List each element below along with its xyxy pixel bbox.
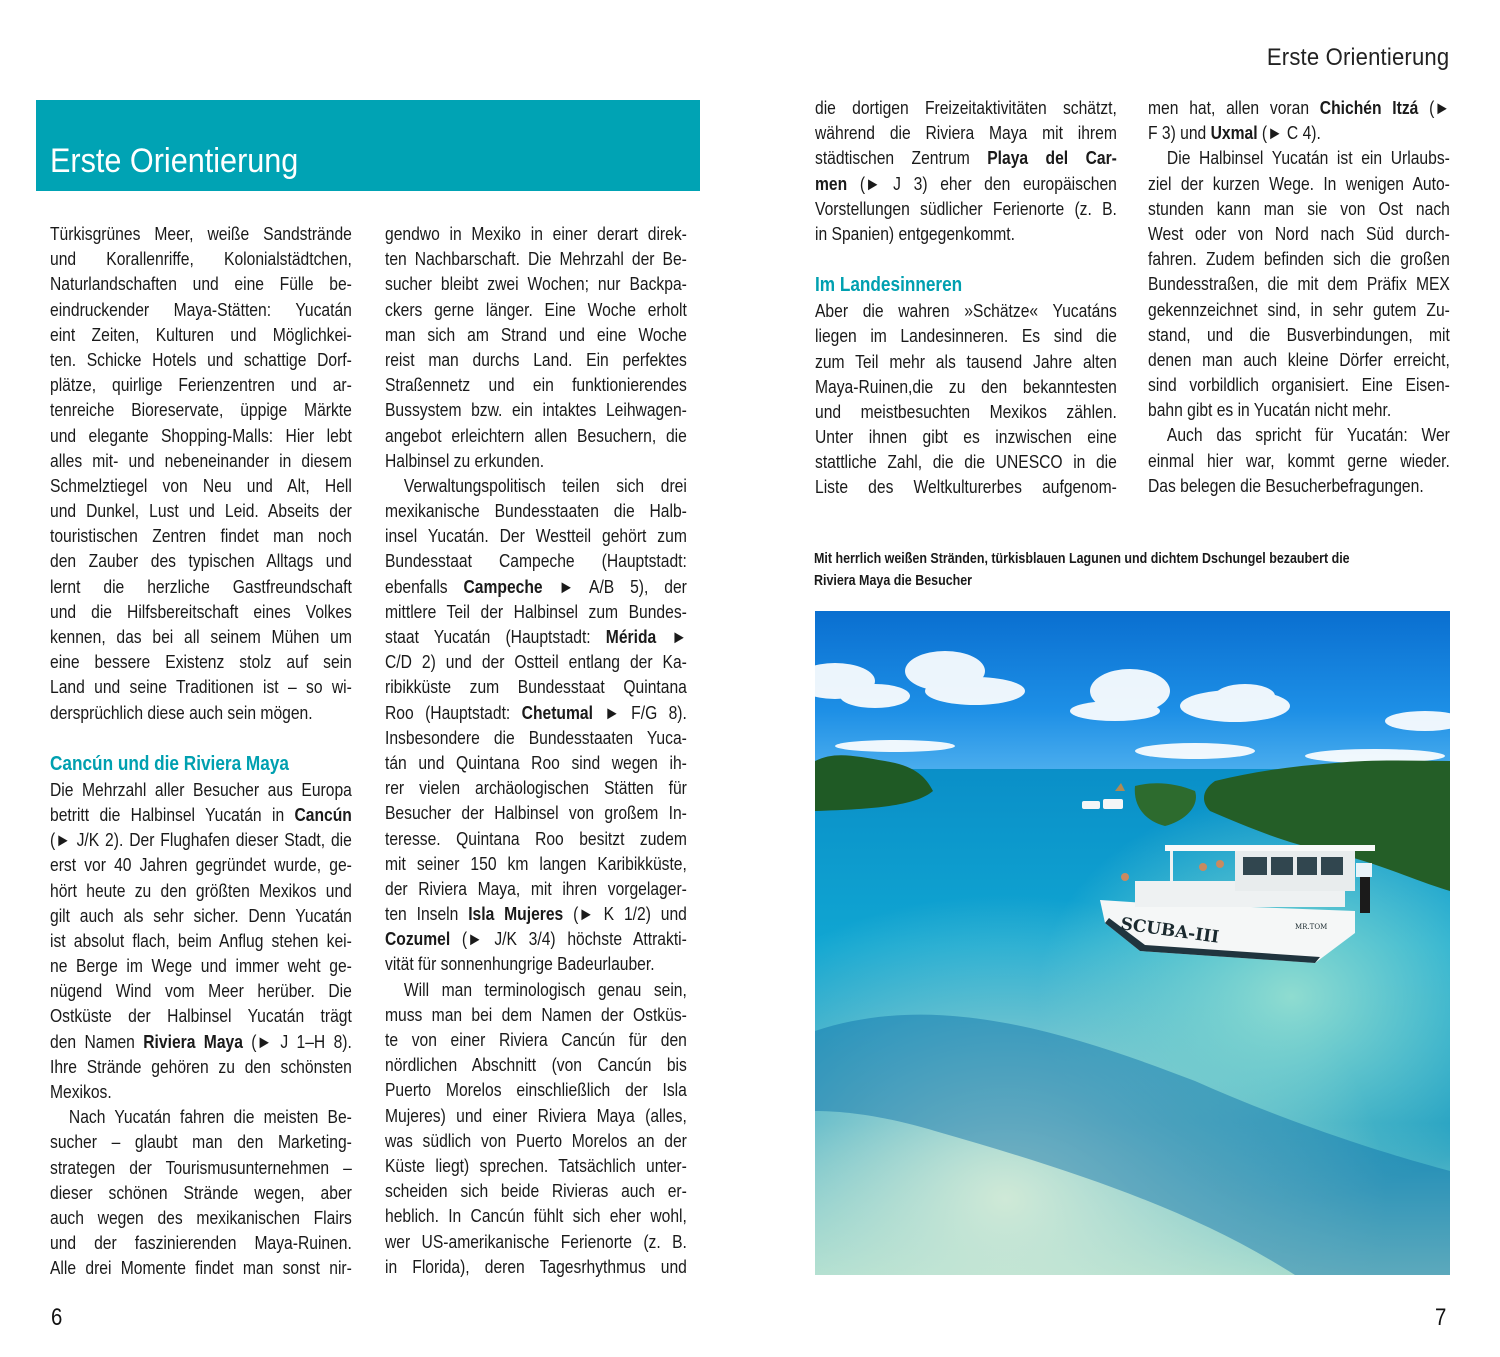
text-line: staat Yucatán (Hauptstadt: Mérida ► [385,627,687,647]
text-line: den Zauber des typischen Alltags und [50,551,352,572]
text-line: men (► J 3) eher den europäischen [815,173,1117,194]
text-line: und Korallenriffe, Kolonialstädtchen, [50,249,352,270]
text-line: ten Inseln Isla Mujeres (► K 1/2) und [385,904,687,925]
text-line: städtischen Zentrum Playa del Car- [815,148,1117,169]
text-line: nügend Wind vom Meer herüber. Die [50,981,352,1002]
paragraph-playa [815,96,1117,247]
text-line: hört heute zu den größten Mexikos und [50,880,352,901]
chapter-title: Erste Orientierung [50,142,299,180]
text-line: Küste liegt) sprechen. Tatsächlich unter- [385,1155,687,1176]
text-line: angebot erleichtern allen Besuchern, die [385,425,687,446]
text-line: gekennzeichnet sind, in sehr gutem Zu- [1148,299,1450,320]
text-line: mit seiner 150 km langen Karibikküste, [385,853,687,874]
text-line: kennen, das bei all seinem Mühen um [50,627,352,647]
paragraph-ruins [1148,96,1450,146]
text-line: Bundesstaat Campeche (Hauptstadt: [385,551,687,572]
text-line: Maya-Ruinen,die zu den bekanntesten [815,376,1117,397]
text-line: die dortigen Freizeitaktivitäten schätzt, [815,98,1117,118]
text-line: mittlere Teil der Halbinsel zum Bundes- [385,601,687,622]
place-merida: Mérida [605,627,657,647]
photo-caption [814,548,1454,592]
text-line: gilt auch als sehr sicher. Denn Yucatán [50,905,352,926]
text-line: erst vor 40 Jahren gegründet wurde, ge- [50,855,352,876]
place-cancun: Cancún [294,804,352,825]
text-line: Will man terminologisch genau sein, [403,979,687,1000]
text-line: ebenfalls Campeche ► A/B 5), der [385,576,687,597]
text-line: und Dunkel, Lust und Leid. Abseits der [50,501,352,522]
text-line: mexikanische Bundesstaaten die Halb- [385,501,687,522]
text-line: bahn gibt es in Yucatán nicht mehr. [1148,400,1392,421]
page-number-right: 7 [1435,1304,1447,1331]
text-line: Bundesstraßen, die mit dem Präfix MEX [1148,274,1450,295]
text-line: te von einer Riviera Cancún für den [385,1030,687,1050]
text-line: ziel der kurzen Wege. In wenigen Auto- [1148,173,1450,194]
text-line: eindruckender Maya-Stätten: Yucatán [50,299,352,320]
text-line: dieser schönen Strände wegen, aber [50,1182,352,1203]
text-line: der Riviera Maya, mit ihren vorgelager- [385,878,687,899]
paragraph-cancun [50,778,352,1105]
column-2 [385,222,687,1280]
column-1 [50,222,352,1282]
text-line: den Namen Riviera Maya (► J 1–H 8). [50,1031,352,1052]
text-line: stand, und die Busverbindungen, mit [1148,324,1450,345]
paragraph-return [1148,423,1450,499]
text-line: und elegante Shopping-Malls: Hier lebt [50,425,352,446]
section-heading-interior: Im Landesinneren [815,274,963,297]
text-line: strategen der Tourismusunternehmen – [50,1157,352,1178]
paragraph-terminology [385,978,687,1280]
text-line: Liste des Weltkulturerbes aufgenom- [815,477,1117,498]
text-line: und die Hilfsbereitschaft eines Volkes [50,601,352,622]
text-line: F 3) und Uxmal (► C 4). [1148,123,1321,144]
text-line: liegen im Landesinneren. Es sind die [815,326,1117,347]
column-3 [815,96,1117,501]
place-chetumal: Chetumal [521,702,593,723]
paragraph-roads [1148,146,1450,423]
text-line: sucher – glaubt man den Marketing- [50,1132,352,1153]
text-line: touristischen Zentren findet man noch [50,526,352,547]
text-line: Ostküste der Halbinsel Yucatán trägt [50,1006,352,1027]
text-line: zum Teil mehr als tausend Jahre alten [815,351,1117,372]
text-line: muss man bei dem Namen der Ostküs- [385,1004,687,1025]
text-line: ten Nachbarschaft. Die Mehrzahl der Be- [385,249,687,270]
text-line: während die Riviera Maya mit ihrem [815,123,1117,144]
text-line: und meistbesuchten Mexikos zählen. [815,401,1117,422]
text-line: Straßennetz und ein funktionierendes [385,375,687,396]
text-line: (► J/K 2). Der Flughafen dieser Stadt, die [50,830,352,851]
place-chichen-itza: Chichén Itzá [1319,98,1419,118]
place-cozumel: Cozumel [385,929,451,950]
text-line: scheiden sich beide Rivieras auch er- [385,1181,687,1202]
text-line: Puerto Morelos einschließlich der Isla [385,1080,687,1101]
text-line: nördlichen Abschnitt (von Cancún bis [385,1055,687,1076]
paragraph-marketing [50,1105,352,1281]
text-line: und der faszinierenden Maya-Ruinen. [50,1233,352,1254]
text-line: Mujeres) und einer Riviera Maya (alles, [385,1105,687,1126]
caption-line: Mit herrlich weißen Stränden, türkisblauen Lagunen und dichtem Dschungel bezaubert die [814,551,1350,567]
text-line: Türkisgrünes Meer, weiße Sandstrände [50,224,352,244]
text-line: Mexikos. [50,1082,112,1102]
intro-paragraph [50,222,352,726]
text-line: wer US-amerikanische Ferienorte (z. B. [385,1231,687,1252]
text-line: man sich am Strand und eine Woche [385,324,687,345]
text-line: Die Halbinsel Yucatán ist ein Urlaubs- [1166,148,1450,169]
text-line: Unter ihnen gibt es inzwischen eine [815,427,1117,448]
text-line: Verwaltungspolitisch teilen sich drei [403,475,687,496]
text-line: Schmelztiegel von Neu und Alt, Hell [50,475,352,496]
text-line: dersprüchlich diese auch sein mögen. [50,702,313,723]
text-line: tán und Quintana Roo sind wegen ih- [385,752,687,773]
text-line: Das belegen die Besucherbefragungen. [1148,475,1424,496]
paragraph-states [385,474,687,978]
text-line: sind vorbildlich organisiert. Eine Eisen- [1148,375,1450,396]
place-isla-mujeres: Isla Mujeres [468,904,564,925]
text-line: rer vielen archäologischen Stätten für [385,778,687,799]
text-line: Alle drei Momente findet man sonst nir- [50,1258,352,1279]
text-line: Naturlandschaften und eine Fülle be- [50,274,352,295]
text-line: in Florida), deren Tagesrhythmus und [385,1256,687,1277]
text-line: Roo (Hauptstadt: Chetumal ► F/G 8). [385,702,687,723]
text-line: Ihre Strände gehören zu den schönsten [50,1056,352,1077]
text-line: betritt die Halbinsel Yucatán in Cancún [50,804,352,825]
boat-name: SCUBA-III [1119,914,1221,948]
text-line: C/D 2) und der Ostteil entlang der Ka- [385,652,687,673]
boat-subname: MR.TOM [1295,923,1328,931]
place-campeche: Campeche [463,576,543,597]
text-line: fahren. Zudem befinden sich die großen [1148,249,1450,270]
text-line: teresse. Quintana Roo besitzt zudem [385,828,687,849]
text-line: ne Berge im Wege und immer weht ge- [50,956,352,977]
text-line: West oder von Nord nach Süd durch- [1148,223,1450,244]
text-line: ist absolut flach, beim Anflug stehen kei- [50,930,352,951]
text-line: was südlich von Puerto Morelos an der [385,1130,687,1151]
text-line: vität für sonnenhungrige Badeurlauber. [385,954,655,975]
text-line: ribikküste zum Bundesstaat Quintana [385,677,687,698]
caption-line: Riviera Maya die Besucher [814,573,973,589]
text-line: Nach Yucatán fahren die meisten Be- [68,1107,352,1128]
text-line: Insbesondere die Bundesstaaten Yuca- [385,727,687,748]
text-line: Auch das spricht für Yucatán: Wer [1166,425,1450,446]
text-line: alles mit- und nebeneinander in diesem [50,450,352,471]
text-line: Cozumel (► J/K 3/4) höchste Attrakti- [385,929,687,950]
text-line: sucher bleibt zwei Wochen; nur Backpa- [385,274,687,295]
text-line: tenreiche Bioreservate, üppige Märkte [50,400,352,421]
text-line: ten. Schicke Hotels und schattige Dorf- [50,349,352,370]
text-line: einmal hier war, kommt gerne wieder. [1148,450,1450,471]
text-line: men hat, allen voran Chichén Itzá (► [1148,98,1450,118]
lagoon-boat-illustration [815,611,1450,1275]
place-riviera-maya: Riviera Maya [143,1031,243,1052]
text-line: heblich. In Cancún fühlt sich eher wohl, [385,1206,687,1227]
text-line: Land und seine Traditionen ist – so wi- [50,677,352,698]
text-line: Besucher der Halbinsel von großem In- [385,803,687,824]
text-line: Die Mehrzahl aller Besucher aus Europa [50,779,352,800]
text-line: gendwo in Mexiko in einer derart direk- [385,224,687,244]
text-line: ckers gerne länger. Eine Woche erholt [385,299,687,320]
section-heading-cancun: Cancún und die Riviera Maya [50,752,289,775]
place-playa-del-carmen: Playa del Car- [987,148,1117,169]
text-line: plätze, quirlige Ferienzentren und ar- [50,375,352,396]
text-line: stattliche Zahl, die die UNESCO in die [815,452,1117,473]
place-uxmal: Uxmal [1210,123,1258,144]
photo-riviera-maya-lagoon [815,611,1450,1275]
text-line: eint Zeiten, Kulturen und Möglichkei- [50,324,352,345]
text-line: Bussystem bzw. ein intaktes Leihwagen- [385,400,687,421]
text-line: auch wegen des mexikanischen Flairs [50,1207,352,1228]
paragraph-neighborhood [385,222,687,474]
text-line: reist man durchs Land. Ein perfektes [385,349,687,370]
text-line: denen man auch kleine Dörfer erreicht, [1148,349,1450,370]
text-line: Aber die wahren »Schätze« Yucatáns [815,301,1117,322]
text-line: Vorstellungen südlicher Ferienorte (z. B. [815,198,1117,219]
text-line: insel Yucatán. Der Westteil gehört zum [385,526,687,547]
text-line: stunden kann man sie von Ost nach [1148,198,1450,219]
page-number-left: 6 [51,1304,63,1331]
text-line: in Spanien) entgegenkommt. [815,223,1015,244]
text-line: lernt die herzliche Gastfreundschaft [50,576,352,597]
paragraph-interior [815,299,1117,501]
running-head: Erste Orientierung [1266,44,1449,71]
chapter-title-band [36,100,700,191]
text-line: Halbinsel zu erkunden. [385,450,545,471]
text-line: eine bessere Existenz stolz auf sein [50,652,352,673]
column-4 [1148,96,1450,499]
